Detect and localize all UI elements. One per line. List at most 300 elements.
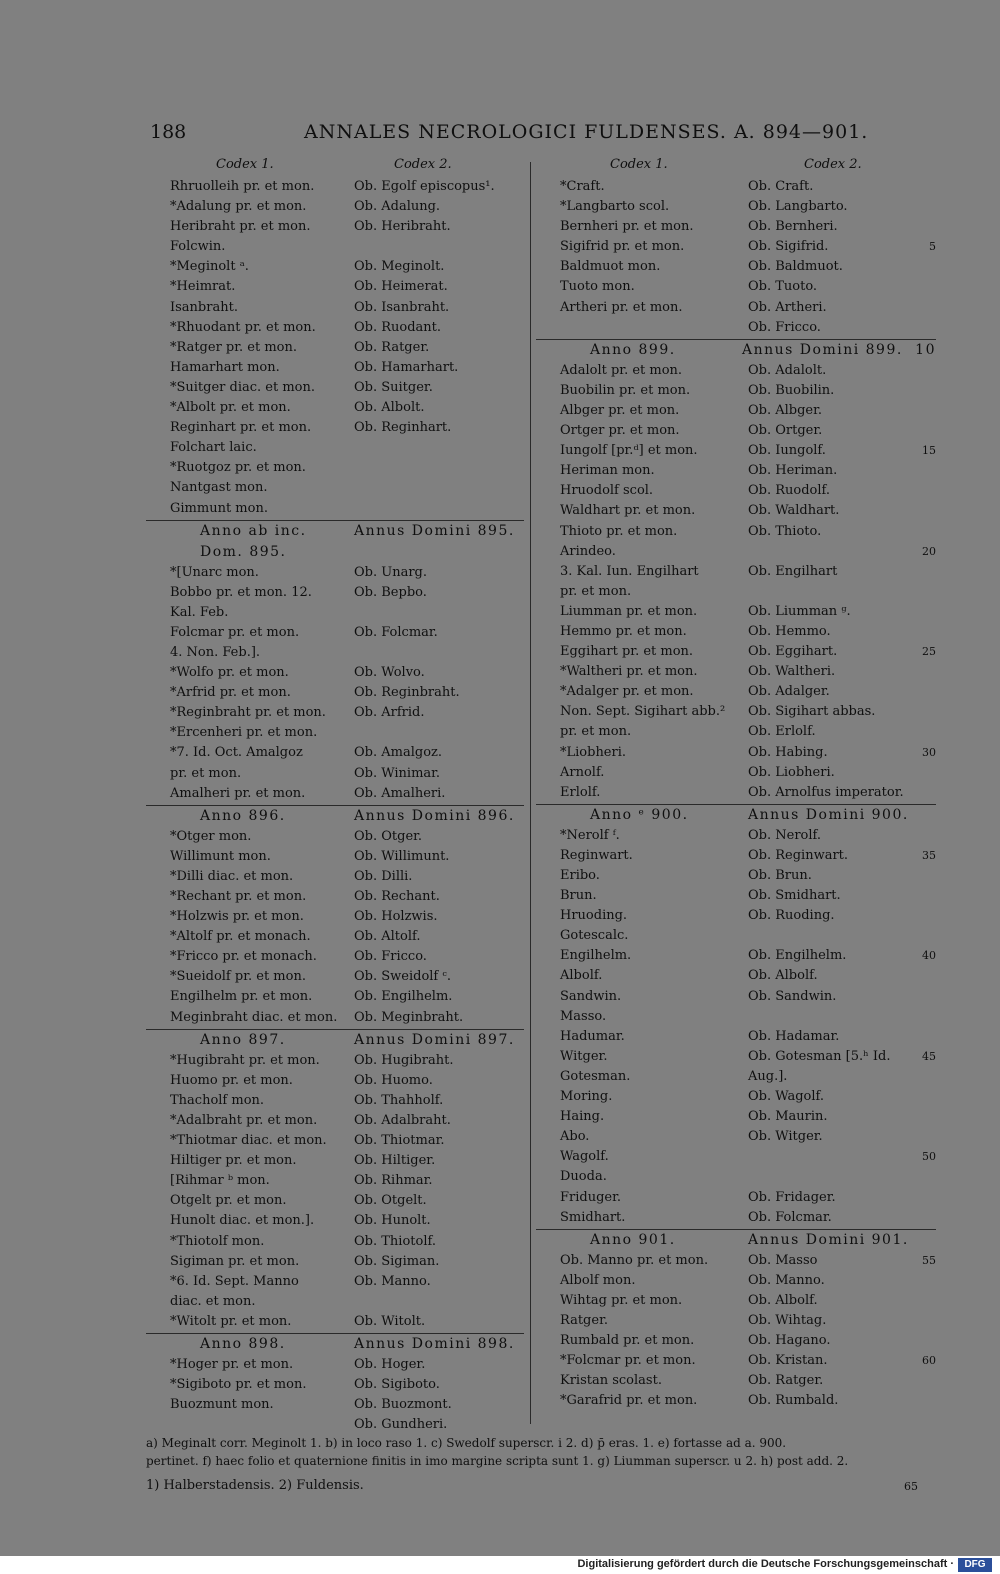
codex2-entry: Ob. Meginolt. [354,259,445,275]
codex1-entry: Folcmar pr. et mon. [170,624,300,640]
codex2-entry: Ob. Heribraht. [354,219,451,235]
entry-row [146,318,524,338]
codex2-entry [354,723,524,743]
entry-row [146,177,524,197]
entry-row [146,478,524,498]
codex1-entry: Kal. Feb. [170,604,229,620]
codex2-entry [354,499,524,519]
codex2-entry: Ob. Ratger. [354,339,430,355]
entry-row [146,927,524,947]
codex2-entry: Ob. Sigifrid. [748,239,829,255]
codex2-entry: Ob. Reginbraht. [354,685,460,701]
codex1-entry: Wihtag pr. et mon. [560,1292,683,1308]
codex1-entry: *Suitger diac. et mon. [170,379,316,395]
codex1-entry: Arindeo. [560,543,616,559]
entry-row [146,663,524,683]
codex2-entry: Ob. Engilhelm. [354,989,453,1005]
entry-row [536,401,936,421]
codex2-entry: Ob. Altolf. [354,929,421,945]
codex1-entry: Hiltiger pr. et mon. [170,1153,297,1169]
entry-row [146,967,524,987]
codex1-entry: Albolf. [560,968,603,984]
right-column [536,157,936,1411]
codex1-entry: Sigiman pr. et mon. [170,1253,300,1269]
codex1-entry: Folchart laic. [170,440,257,456]
codex1-entry: Heriman mon. [560,463,655,479]
footnote-line: pertinet. f) haec folio et quaternione finitis in imo margine scripta sunt 1. g) Liumman superscr. u 2. h) post add. 2. [146,1454,849,1468]
page-number: 188 [150,121,187,143]
entry-row [146,723,524,743]
line-number: 20 [922,544,936,558]
codex2-entry: Ob. Manno. [748,1272,825,1288]
codex1-entry: Heribraht pr. et mon. [170,219,311,235]
codex1-entry: Hamarhart mon. [170,359,280,375]
codex2-entry: Ob. Waldhart. [748,503,840,519]
codex1-entry [536,318,748,338]
codex2-entry: Ob. Fricco. [354,949,427,965]
entry-row [536,926,936,946]
entry-row [146,643,524,663]
codex2-entry: Ob. Unarg. [354,564,427,580]
codex1-entry: Abo. [560,1129,590,1145]
entry-row [536,662,936,682]
codex2-entry: Ob. Gundheri. [354,1417,448,1433]
codex1-entry: Anno 897. [200,1031,286,1048]
entry-row [146,1008,524,1028]
codex1-entry: *Adalger pr. et mon. [560,684,694,700]
codex2-entry: Annus Domini 895. [354,522,515,539]
codex2-entry: Ob. Sweidolf ᶜ. [354,969,452,985]
entry-row [536,1047,936,1067]
codex2-entry: Ob. Bernheri. [748,219,838,235]
line-number: 60 [922,1354,936,1368]
running-header [150,121,915,151]
codex1-entry: Otgelt pr. et mon. [170,1193,287,1209]
entry-row [146,1272,524,1292]
codex2-entry: Ob. Fricco. [748,319,821,335]
codex2-entry [354,458,524,478]
codex2-entry: Ob. Langbarto. [748,199,848,215]
codex1-entry: *6. Id. Sept. Manno [170,1273,299,1289]
entry-row [536,642,936,662]
codex1-entry: Gimmunt mon. [170,500,268,516]
entry-row [536,966,936,986]
entry-row [536,237,936,257]
codex2-entry: Ob. Engilhart [748,563,838,579]
codex1-entry: Sandwin. [560,988,622,1004]
codex1-entry: Engilhelm pr. et mon. [170,989,313,1005]
entry-row [146,987,524,1007]
codex1-entry: *Wolfo pr. et mon. [170,665,289,681]
codex2-entry: Annus Domini 899. [742,341,903,358]
codex2-entry: Ob. Willimunt. [354,848,450,864]
codex2-entry: Ob. Huomo. [354,1072,433,1088]
entry-row [536,381,936,401]
codex1-entry: Meginbraht diac. et mon. [170,1009,338,1025]
entry-row [146,1171,524,1191]
entry-row [536,826,936,846]
codex2-entry: Annus Domini 898. [354,1335,515,1352]
entry-row [536,461,936,481]
codex2-entry: Ob. Erlolf. [748,724,816,740]
codex2-entry: Ob. Thahholf. [354,1092,444,1108]
line-number: 50 [922,1150,936,1164]
entry-row [536,522,936,542]
codex2-entry: Ob. Iungolf. [748,443,826,459]
codex1-entry: Hemmo pr. et mon. [560,623,687,639]
codex1-entry: *7. Id. Oct. Amalgoz [170,745,303,761]
codex2-entry: Ob. Fridager. [748,1189,836,1205]
signature-mark: 65 [904,1480,918,1493]
codex1-entry: *Rhuodant pr. et mon. [170,319,316,335]
codex2-label: Codex 2. [394,157,452,172]
codex1-entry: Wagolf. [560,1149,609,1165]
codex2-entry: Ob. Folcmar. [354,624,438,640]
codex1-entry: [Rihmar ᵇ mon. [170,1173,270,1189]
codex2-entry: Ob. Wagolf. [748,1089,825,1105]
codex1-label: Codex 1. [216,157,274,172]
entry-row [146,947,524,967]
codex1-entry: *Thiotolf mon. [170,1233,265,1249]
entry-row [146,847,524,867]
codex1-entry: *Arfrid pr. et mon. [170,685,291,701]
entry-row [536,217,936,237]
codex1-entry: *Waltheri pr. et mon. [560,664,698,680]
entry-row [146,827,524,847]
codex2-entry: Ob. Rihmar. [354,1173,433,1189]
codex1-entry: Hadumar. [560,1028,625,1044]
codex2-entry: Ob. Meginbraht. [354,1009,464,1025]
codex2-entry [354,643,524,663]
codex1-entry: *Fricco pr. et monach. [170,949,317,965]
entry-row [536,866,936,886]
codex2-label: Codex 2. [804,157,862,172]
codex2-entry [354,603,524,623]
codex2-entry [748,1147,928,1167]
codex2-entry: Ob. Ruoding. [748,908,835,924]
codex2-entry: Ob. Bepbo. [354,584,427,600]
entry-row [536,542,936,562]
codex-header [146,157,524,177]
entry-row [536,1087,936,1107]
codex2-entry [354,1292,524,1312]
codex2-entry [748,1007,928,1027]
codex1-entry: Smidhart. [560,1209,626,1225]
codex1-entry: Anno ᵉ 900. [590,806,689,823]
codex1-entry: Erlolf. [560,784,601,800]
codex2-entry: Ob. Buozmont. [354,1397,452,1413]
codex2-entry [354,237,524,257]
codex1-entry: Ratger. [560,1312,608,1328]
codex2-entry: Ob. Liobheri. [748,764,835,780]
entry-row [536,1291,936,1311]
codex2-entry [354,438,524,458]
codex1-entry: Nantgast mon. [170,480,268,496]
codex1-entry: *Thiotmar diac. et mon. [170,1133,327,1149]
codex2-entry: Ob. Manno. [354,1273,431,1289]
entry-row [146,563,524,583]
codex1-entry: *Adalbraht pr. et mon. [170,1112,318,1128]
codex1-entry: Willimunt mon. [170,848,271,864]
codex2-entry: Ob. Tuoto. [748,279,818,295]
entry-row [146,338,524,358]
entry-row [146,1415,524,1435]
codex1-entry: Tuoto mon. [560,279,635,295]
entry-row [536,846,936,866]
codex1-entry: Artheri pr. et mon. [560,299,683,315]
codex1-entry: Iungolf [pr.ᵈ] et mon. [560,443,698,459]
codex2-entry [748,542,928,562]
codex2-entry [748,582,928,602]
codex2-entry: Ob. Otgelt. [354,1193,427,1209]
entry-row [536,987,936,1007]
line-number: 30 [922,745,936,759]
entry-row [146,1111,524,1131]
codex2-entry: Aug.]. [748,1068,788,1084]
entry-row [146,237,524,257]
codex2-entry: Ob. Baldmuot. [748,259,843,275]
codex1-entry: Moring. [560,1089,613,1105]
year-heading [536,339,936,361]
entry-row [536,1167,936,1187]
codex1-entry: *Otger mon. [170,828,252,844]
codex1-entry: *Ruotgoz pr. et mon. [170,460,306,476]
codex2-entry: Ob. Ratger. [748,1373,824,1389]
entry-row [146,358,524,378]
codex2-entry: Ob. Craft. [748,179,814,194]
entry-row [536,1067,936,1087]
codex2-entry: Ob. Heimerat. [354,279,448,295]
codex1-entry: Reginwart. [560,847,633,863]
codex2-entry: Ob. Masso [748,1252,818,1268]
codex2-entry: Ob. Adalolt. [748,362,827,378]
codex2-entry: Ob. Rechant. [354,889,440,904]
codex2-entry: Ob. Albolf. [748,1292,818,1308]
codex2-entry: Annus Domini 897. [354,1031,515,1048]
entry-row [146,683,524,703]
codex1-entry: Baldmuot mon. [560,259,661,275]
entry-row [536,702,936,722]
codex2-entry: Ob. Otger. [354,828,423,844]
entry-row [536,1188,936,1208]
codex2-entry: Ob. Kristan. [748,1353,828,1369]
codex2-entry [748,926,928,946]
entry-row [536,1027,936,1047]
entry-row [536,1107,936,1127]
year-heading [146,520,524,563]
column-divider [530,162,531,1424]
codex2-entry: Annus Domini 900. [748,806,909,823]
codex2-entry: Ob. Wolvo. [354,665,425,681]
entry-row [536,421,936,441]
year-heading [146,1333,524,1355]
codex2-entry: Ob. Maurin. [748,1109,828,1125]
line-number: 25 [922,645,936,659]
footnote-line: a) Meginalt corr. Meginolt 1. b) in loco raso 1. c) Swedolf superscr. i 2. d) p̄ eras. 1. e) fortasse ad a. 900. [146,1436,787,1450]
codex1-entry: *Ercenheri pr. et mon. [170,725,318,741]
entry-row [146,1131,524,1151]
codex2-entry: Ob. Rumbald. [748,1393,839,1409]
source-notes: 1) Halberstadensis. 2) Fuldensis. [146,1478,364,1493]
codex2-entry: Ob. Hugibraht. [354,1052,454,1068]
codex2-entry: Ob. Thiotmar. [354,1133,445,1149]
codex1-entry: Ortger pr. et mon. [560,423,680,439]
line-number: 40 [922,949,936,963]
entry-row [146,764,524,784]
entry-row [536,906,936,926]
codex1-entry: *Witolt pr. et mon. [170,1313,292,1329]
codex1-entry: diac. et mon. [170,1293,256,1309]
entry-row [146,298,524,318]
codex1-entry: Hruoding. [560,908,628,924]
entry-row [536,682,936,702]
codex1-entry: Eggihart pr. et mon. [560,644,694,660]
codex2-entry: Ob. Nerolf. [748,827,821,843]
entry-row [536,743,936,763]
entry-row [536,1208,936,1228]
codex2-entry: Ob. Albger. [748,402,823,418]
codex1-entry: pr. et mon. [560,724,632,740]
codex1-entry: *Sigiboto pr. et mon. [170,1377,307,1393]
codex1-entry: Amalheri pr. et mon. [170,785,306,801]
codex1-entry: 4. Non. Feb.]. [170,644,261,660]
codex1-entry: Anno 901. [590,1231,676,1248]
entry-row [146,623,524,643]
entry-row [536,501,936,521]
codex-header [536,157,936,177]
codex2-entry: Ob. Sandwin. [748,988,837,1004]
codex1-label: Codex 1. [610,157,668,172]
codex2-entry: Ob. Hunolt. [354,1213,431,1229]
entry-row [536,298,936,318]
line-number: 35 [922,848,936,862]
codex2-entry: Ob. Brun. [748,868,812,883]
codex2-entry: Ob. Ortger. [748,423,823,439]
entry-row [146,458,524,478]
entry-row [146,398,524,418]
codex2-entry [354,478,524,498]
codex2-entry: Ob. Arfrid. [354,705,425,721]
codex1-entry: Ob. Manno pr. et mon. [560,1252,709,1268]
entry-row [146,1232,524,1252]
codex2-entry: Ob. Egolf episcopus¹. [354,179,495,194]
codex2-entry: Ob. Sigihart abbas. [748,704,876,720]
dfg-credit: Digitalisierung gefördert durch die Deutsche Forschungsgemeinschaft · [577,1558,954,1570]
year-heading [146,805,524,827]
codex1-entry: Reginhart pr. et mon. [170,420,312,436]
codex1-entry: pr. et mon. [560,583,632,599]
entry-row [536,177,936,197]
entry-row [146,1071,524,1091]
entry-row [536,582,936,602]
codex1-entry: Thioto pr. et mon. [560,523,678,539]
line-number: 55 [922,1253,936,1267]
codex1-entry: Kristan scolast. [560,1373,662,1389]
codex2-entry: Ob. Liumman ᵍ. [748,603,851,619]
codex1-entry: Eribo. [560,868,600,883]
entry-row [146,1312,524,1332]
codex2-entry: Ob. Isanbraht. [354,299,450,315]
entry-row [146,257,524,277]
entry-row [146,1355,524,1375]
codex2-entry: Ob. Hadamar. [748,1028,840,1044]
entry-row [146,887,524,907]
codex2-entry: Ob. Dilli. [354,868,413,884]
entry-row [536,1271,936,1291]
entry-row [536,1251,936,1271]
year-heading [146,1029,524,1051]
codex2-entry: Ob. Artheri. [748,299,827,315]
codex1-entry: Bernheri pr. et mon. [560,219,694,235]
year-heading [536,1229,936,1251]
codex2-entry: Ob. Hoger. [354,1356,426,1372]
codex1-entry: *Craft. [560,179,605,194]
dfg-logo: DFG [958,1558,992,1572]
codex2-entry: Ob. Reginwart. [748,847,849,863]
entry-row [146,418,524,438]
line-number: 15 [922,444,936,458]
line-number: 10 [915,341,936,358]
codex2-entry: Ob. Winimar. [354,765,441,781]
codex2-entry: Ob. Smidhart. [748,888,841,904]
codex2-entry: Ob. Adalger. [748,684,830,700]
codex1-entry: *Adalung pr. et mon. [170,199,307,215]
codex1-entry: 3. Kal. Iun. Engilhart [560,563,699,579]
codex1-entry: *Liobheri. [560,744,627,760]
codex1-entry: Non. Sept. Sigihart abb.² [560,704,726,720]
codex1-entry: Adalolt pr. et mon. [560,362,683,378]
footnotes [146,1434,916,1470]
codex2-entry: Ob. Sigiman. [354,1253,440,1269]
entry-row [146,1292,524,1312]
entry-row [146,217,524,237]
codex1-entry: Anno 898. [200,1335,286,1352]
codex2-entry: Ob. Waltheri. [748,664,836,680]
codex1-entry: *Hoger pr. et mon. [170,1356,294,1372]
entry-row [146,277,524,297]
codex2-entry: Ob. Heriman. [748,463,838,479]
entry-row [536,562,936,582]
codex1-entry: Duoda. [560,1169,607,1185]
entry-row [536,1127,936,1147]
codex1-entry: Rumbald pr. et mon. [560,1333,695,1349]
codex1-entry: Anno ab inc. Dom. 895. [200,522,307,560]
entry-row [146,1091,524,1111]
entry-row [146,1051,524,1071]
codex1-entry: Folcwin. [170,239,226,255]
entry-row [536,1007,936,1027]
dfg-footer-bar [0,1556,1000,1574]
codex1-entry: *Heimrat. [170,279,236,295]
codex1-entry: Buozmunt mon. [170,1397,274,1413]
entry-row [146,499,524,519]
codex2-entry: Ob. Adalbraht. [354,1112,451,1128]
entry-row [536,1331,936,1351]
entry-row [536,318,936,338]
entry-row [146,1252,524,1272]
codex2-entry: Ob. Thioto. [748,523,822,539]
codex2-entry: Ob. Arnolfus imperator. [748,784,904,800]
codex1-entry: Buobilin pr. et mon. [560,382,691,398]
codex2-entry: Ob. Amalgoz. [354,745,442,761]
codex1-entry: Liumman pr. et mon. [560,603,698,619]
entry-row [536,946,936,966]
codex2-entry: Ob. Reginhart. [354,420,452,436]
codex1-entry: Waldhart pr. et mon. [560,503,696,519]
entry-row [146,438,524,458]
line-number: 5 [929,240,936,254]
entry-row [536,1391,936,1411]
